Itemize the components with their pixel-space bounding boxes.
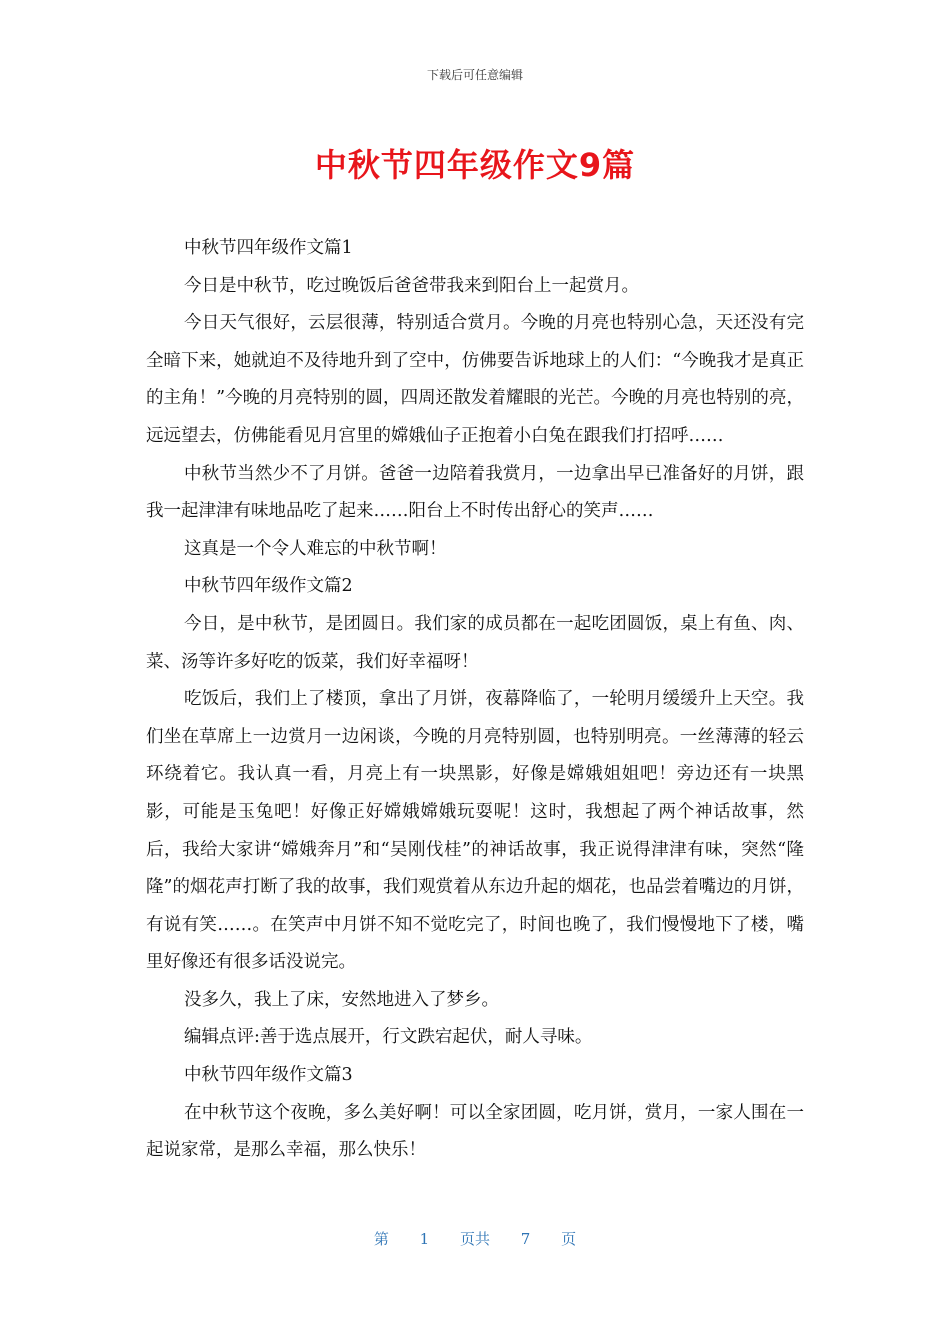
- total-pages-number: 7: [520, 1230, 531, 1248]
- paragraph: 中秋节四年级作文篇1: [184, 238, 353, 258]
- paragraph: 今日是中秋节，吃过晚饭后爸爸带我来到阳台上一起赏月。: [184, 275, 639, 296]
- paragraph: 编辑点评:善于选点展开，行文跌宕起伏，耐人寻味。: [184, 1027, 593, 1048]
- current-page-number: 1: [419, 1230, 430, 1248]
- footer-prefix: 第: [373, 1230, 389, 1248]
- page-footer: [0, 1228, 950, 1249]
- paragraph: 这真是一个令人难忘的中秋节啊！: [184, 538, 447, 559]
- paragraph: 中秋节四年级作文篇3: [184, 1065, 353, 1086]
- paragraph: 中秋节当然少不了月饼。爸爸一边陪着我赏月，一边拿出早已准备好的月饼，跟我一起津津有味地品吃了起来……阳台上不时传出舒心的笑声……: [146, 463, 804, 522]
- footer-suffix: 页: [561, 1230, 577, 1248]
- document-title: 中秋节四年级作文9篇: [314, 146, 636, 184]
- paragraph: 中秋节四年级作文篇2: [184, 576, 353, 597]
- paragraph: 今日天气很好，云层很薄，特别适合赏月。今晚的月亮也特别心急，天还没有完全暗下来，她就迫不及待地升到了空中，仿佛要告诉地球上的人们：“今晚我才是真正的主角！”今晚的月亮特别的圆，四周还散发着耀眼的光芒。今晚的月亮也特别的亮，远远望去，仿佛能看见月宫里的嫦娥仙子正抱着小白兔在跟我们打招呼……: [146, 313, 804, 446]
- paragraph: 今日，是中秋节，是团圆日。我们家的成员都在一起吃团圆饭，桌上有鱼、肉、菜、汤等许多好吃的饭菜，我们好幸福呀！: [146, 613, 804, 672]
- footer-middle: 页共: [459, 1230, 490, 1248]
- paragraph: 在中秋节这个夜晚，多么美好啊！可以全家团圆，吃月饼，赏月，一家人围在一起说家常，是那么幸福，那么快乐！: [146, 1102, 804, 1161]
- paragraph: 吃饭后，我们上了楼顶，拿出了月饼，夜幕降临了，一轮明月缓缓升上天空。我们坐在草席上一边赏月一边闲谈，今晚的月亮特别圆，也特别明亮。一丝薄薄的轻云环绕着它。我认真一看，月亮上有一块黑影，好像是嫦娥姐姐吧！旁边还有一块黑影，可能是玉兔吧！好像正好嫦娥嫦娥玩耍呢！这时，我想起了两个神话故事，然后，我给大家讲“嫦娥奔月”和“吴刚伐桂”的神话故事，我正说得津津有味，突然“隆隆”的烟花声打断了我的故事，我们观赏着从东边升起的烟花，也品尝着嘴边的月饼，有说有笑……。在笑声中月饼不知不觉吃完了，时间也晚了，我们慢慢地下了楼，嘴里好像还有很多话没说完。: [146, 689, 804, 973]
- document-body: [146, 230, 804, 1170]
- paragraph: 没多久，我上了床，安然地进入了梦乡。: [184, 989, 499, 1010]
- header-note: 下载后可任意编辑: [426, 68, 523, 82]
